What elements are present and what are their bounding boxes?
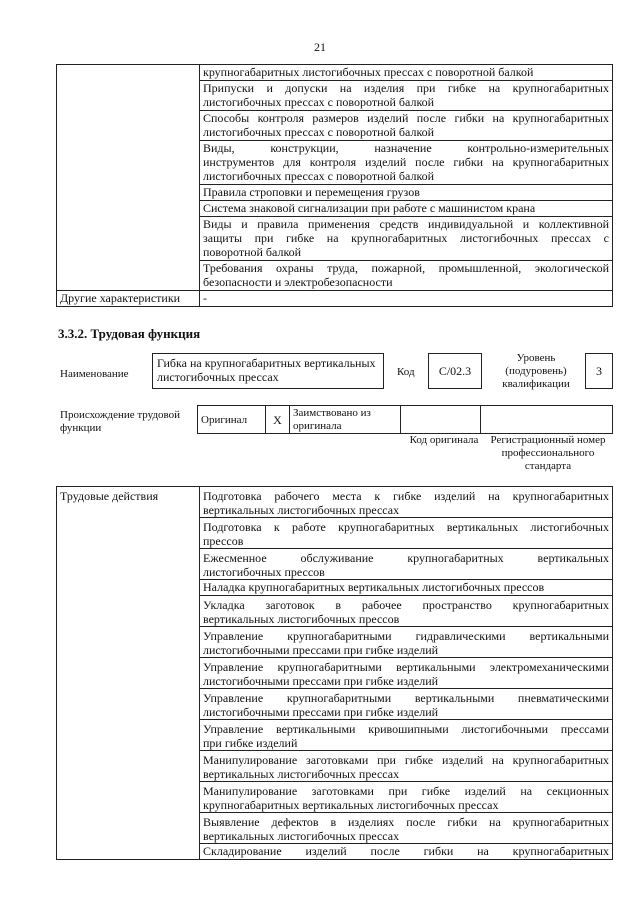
knowledge-label-cell	[57, 65, 200, 291]
level-label: Уровень (подуровень) квалификации	[502, 352, 570, 390]
labor-action-item: Укладка заготовок в рабочее пространство крупногабаритных вертикальных листогибочных прессов	[200, 596, 613, 627]
labor-actions-label: Трудовые действия	[57, 487, 200, 860]
registration-number-caption: Регистрационный номер профессионального стандарта	[490, 434, 606, 472]
origin-table	[197, 405, 613, 434]
borrowed-label: Заимствовано из оригинала	[290, 406, 401, 434]
labor-action-item: Управление вертикальными кривошипными листогибочными прессами при гибке изделий	[200, 720, 613, 751]
knowledge-item: Виды, конструкции, назначение контрольно-измерительных инструментов для контроля изделий после гибки на крупногабаритных листогибочных прессах с поворотной балкой	[200, 141, 613, 185]
knowledge-item: Система знаковой сигнализации при работе с машинистом крана	[200, 201, 613, 217]
registration-number-cell	[481, 406, 613, 434]
original-code-caption: Код оригинала	[409, 434, 479, 446]
labor-action-item: Выявление дефектов в изделиях после гибки на крупногабаритных вертикальных листогибочных прессах	[200, 813, 613, 844]
original-code-cell	[401, 406, 481, 434]
labor-action-item: Манипулирование заготовками при гибке изделий на крупногабаритных вертикальных листогибочных прессах	[200, 751, 613, 782]
function-name-value: Гибка на крупногабаритных вертикальных листогибочных прессах	[157, 356, 376, 384]
origin-label: Происхождение трудовой функции	[60, 409, 181, 434]
knowledge-item: крупногабаритных листогибочных прессах с поворотной балкой	[200, 65, 613, 81]
other-characteristics-label: Другие характеристики	[57, 291, 200, 307]
labor-action-item: Подготовка к работе крупногабаритных вертикальных листогибочных прессов	[200, 518, 613, 549]
knowledge-item: Требования охраны труда, пожарной, промышленной, экологической безопасности и электробезопасности	[200, 261, 613, 291]
name-label: Наименование	[60, 368, 129, 380]
level-value: 3	[596, 364, 602, 378]
labor-action-item: Манипулирование заготовками при гибке изделий на секционных крупногабаритных вертикальных листогибочных прессах	[200, 782, 613, 813]
labor-action-item: Наладка крупногабаритных вертикальных листогибочных прессов	[200, 580, 613, 596]
knowledge-item: Способы контроля размеров изделий после гибки на крупногабаритных листогибочных прессах с поворотной балкой	[200, 111, 613, 141]
page-number: 21	[314, 40, 326, 54]
labor-action-item: Управление крупногабаритными вертикальными пневматическими листогибочными прессами при гибке изделий	[200, 689, 613, 720]
code-value: C/02.3	[438, 364, 472, 378]
level-box	[585, 353, 613, 389]
other-characteristics-value: -	[200, 291, 613, 307]
code-box	[428, 353, 482, 389]
function-name-box	[152, 353, 384, 389]
labor-action-item: Управление крупногабаритными вертикальными электромеханическими листогибочными прессами при гибке изделий	[200, 658, 613, 689]
section-heading: 3.3.2. Трудовая функция	[58, 326, 201, 341]
labor-action-item: Управление крупногабаритными гидравлическими вертикальными листогибочными прессами при гибке изделий	[200, 627, 613, 658]
labor-action-item: Подготовка рабочего места к гибке изделий на крупногабаритных вертикальных листогибочных прессах	[200, 487, 613, 518]
code-label: Код	[397, 366, 415, 378]
knowledge-item: Правила строповки и перемещения грузов	[200, 185, 613, 201]
knowledge-item: Припуски и допуски на изделия при гибке на крупногабаритных листогибочных прессах с поворотной балкой	[200, 81, 613, 111]
original-mark: X	[266, 406, 290, 434]
labor-action-item: Ежесменное обслуживание крупногабаритных вертикальных листогибочных прессов	[200, 549, 613, 580]
original-label: Оригинал	[198, 406, 266, 434]
knowledge-item: Виды и правила применения средств индивидуальной и коллективной защиты при гибке на крупногабаритных листогибочных прессах с поворотной балкой	[200, 217, 613, 261]
labor-action-item: Складирование изделий после гибки на крупногабаритных	[200, 844, 613, 860]
labor-actions-table	[56, 486, 613, 860]
knowledge-table	[56, 64, 613, 307]
